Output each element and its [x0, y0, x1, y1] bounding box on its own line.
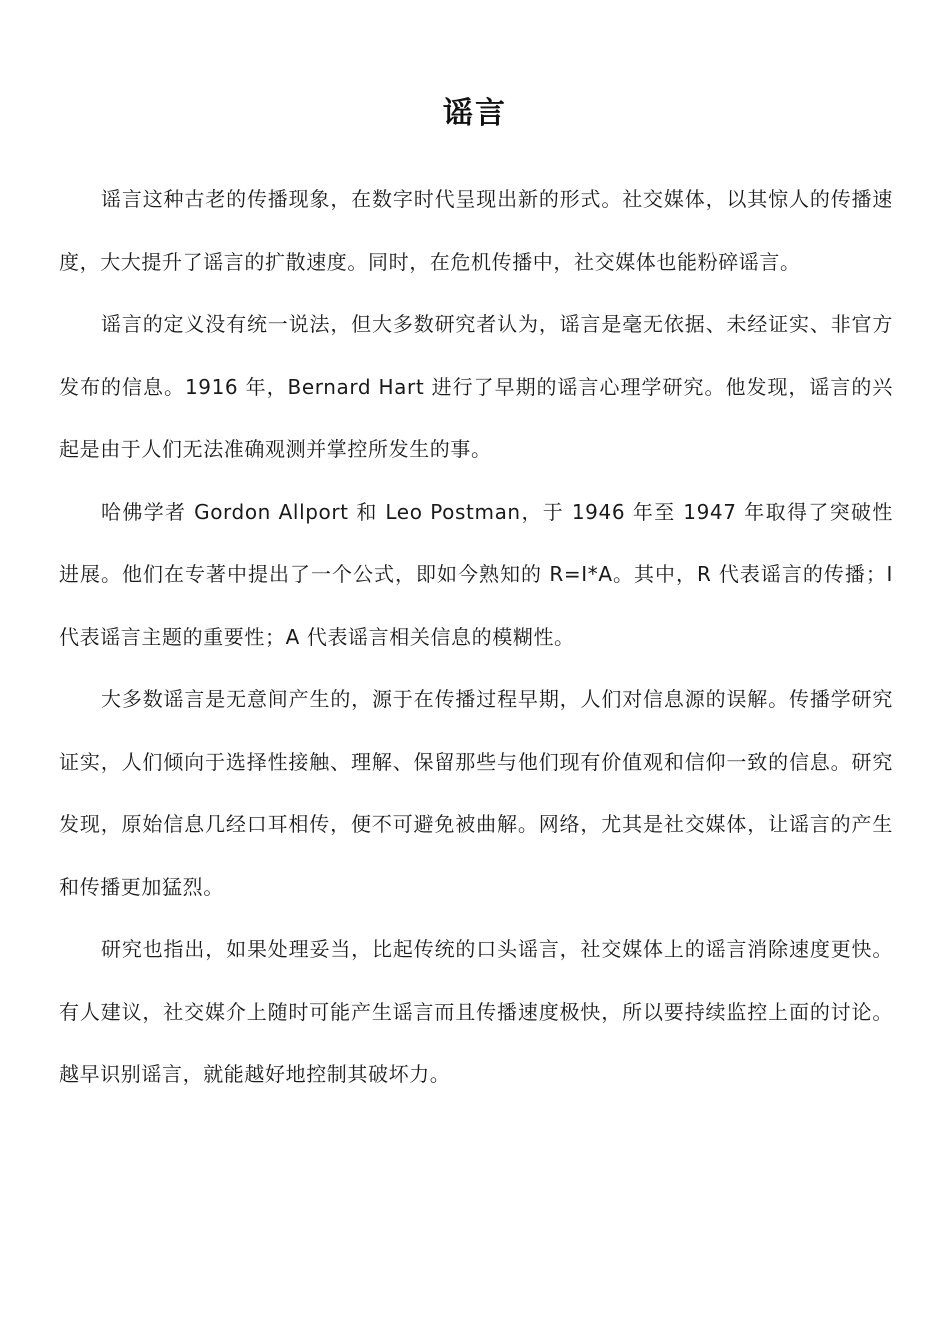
paragraph-intro: 谣言这种古老的传播现象，在数字时代呈现出新的形式。社交媒体，以其惊人的传播速度，大大提升了谣言的扩散速度。同时，在危机传播中，社交媒体也能粉碎谣言。 — [59, 187, 893, 274]
paragraph-origin: 大多数谣言是无意间产生的，源于在传播过程早期，人们对信息源的误解。传播学研究证实，人们倾向于选择性接触、理解、保留那些与他们现有价值观和信仰一致的信息。研究发现，原始信息几经口耳相传，便不可避免被曲解。网络，尤其是社交媒体，让谣言的产生和传播更加猛烈。 — [59, 687, 893, 899]
paragraph-formula: 哈佛学者 Gordon Allport 和 Leo Postman，于 1946 年至 1947 年取得了突破性进展。他们在专著中提出了一个公式，即如今熟知的 R=I*A。其中，R 代表谣言的传播；I 代表谣言主题的重要性；A 代表谣言相关信息的模糊性。 — [59, 499, 893, 649]
article-body — [59, 168, 893, 1106]
page-title: 谣言 — [443, 96, 507, 131]
paragraph-definition: 谣言的定义没有统一说法，但大多数研究者认为，谣言是毫无依据、未经证实、非官方发布的信息。1916 年，Bernard Hart 进行了早期的谣言心理学研究。他发现，谣言的兴起是由于人们无法准确观测并掌控所发生的事。 — [59, 312, 893, 461]
paragraph-social-media: 研究也指出，如果处理妥当，比起传统的口头谣言，社交媒体上的谣言消除速度更快。有人建议，社交媒介上随时可能产生谣言而且传播速度极快，所以要持续监控上面的讨论。越早识别谣言，就能越好地控制其破坏力。 — [59, 937, 893, 1086]
